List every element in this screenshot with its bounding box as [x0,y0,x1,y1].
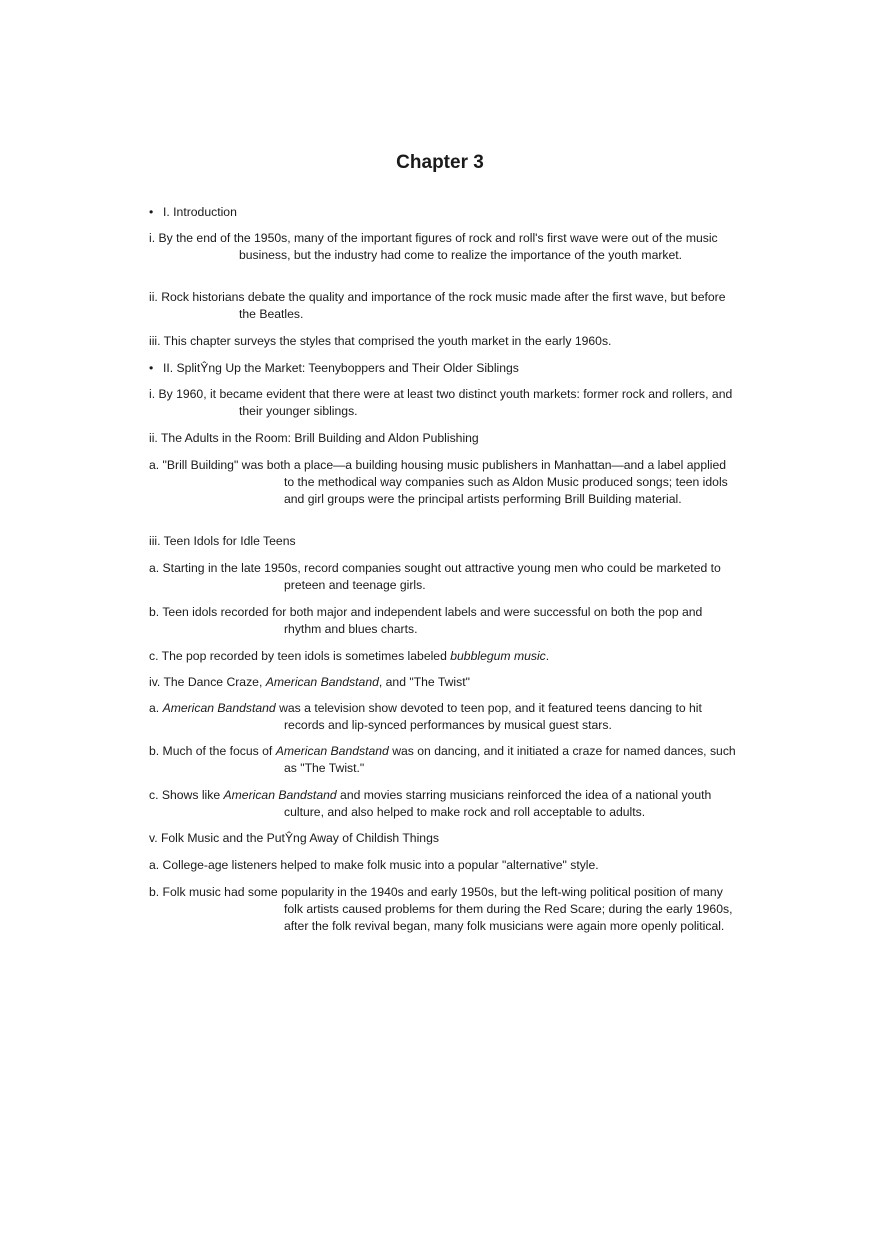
outline-subitem: b. Much of the focus of American Bandstand was on dancing, and it initiated a craze for named dances, such as "The Twist." [149,744,736,775]
outline-item: iii. This chapter surveys the styles that comprised the youth market in the early 1960s. [149,334,612,348]
outline-subitem: c. Shows like American Bandstand and movies starring musicians reinforced the idea of a national youth culture, and also helped to make rock and roll acceptable to adults. [149,788,712,819]
outline-subitem: c. The pop recorded by teen idols is sometimes labeled bubblegum music. [149,649,550,663]
page-title: Chapter 3 [396,152,484,173]
outline-subitem: a. "Brill Building" was both a place—a building housing music publishers in Manhattan—and a label applied to the methodical way companies such as Aldon Music produced songs; teen idols and girl groups were the principal artists performing Brill Building material. [149,458,728,506]
outline-item: i. By the end of the 1950s, many of the important figures of rock and roll's first wave were out of the music business, but the industry had come to realize the importance of the youth market. [149,231,718,262]
outline-item: ii. The Adults in the Room: Brill Building and Aldon Publishing [149,431,479,445]
outline-heading: • II. SplitŶng Up the Market: Teenyboppers and Their Older Siblings [149,361,519,375]
outline-item: iii. Teen Idols for Idle Teens [149,534,296,548]
outline-subitem: a. American Bandstand was a television show devoted to teen pop, and it featured teens dancing to hit records and lip-synced performances by musical guest stars. [149,701,702,732]
bullet-icon: • [149,361,154,375]
outline-subitem: a. College-age listeners helped to make folk music into a popular "alternative" style. [149,858,599,872]
outline-subitem: a. Starting in the late 1950s, record companies sought out attractive young men who could be marketed to preteen and teenage girls. [149,561,721,592]
outline-item: iv. The Dance Craze, American Bandstand, and "The Twist" [149,675,470,689]
outline-item: i. By 1960, it became evident that there were at least two distinct youth markets: former rock and rollers, and their younger siblings. [149,387,733,418]
outline-item: v. Folk Music and the PutŶng Away of Childish Things [149,831,439,845]
bullet-icon: • [149,205,154,219]
outline-subitem: b. Teen idols recorded for both major and independent labels and were successful on both the pop and rhythm and blues charts. [149,605,703,636]
outline-item: ii. Rock historians debate the quality and importance of the rock music made after the first wave, but before the Beatles. [149,290,726,321]
outline-subitem: b. Folk music had some popularity in the 1940s and early 1950s, but the left-wing political position of many folk artists caused problems for them during the Red Scare; during the early 1960s, after the folk revival began, many folk musicians were again more openly political. [149,885,733,933]
outline-heading: • I. Introduction [149,205,237,219]
